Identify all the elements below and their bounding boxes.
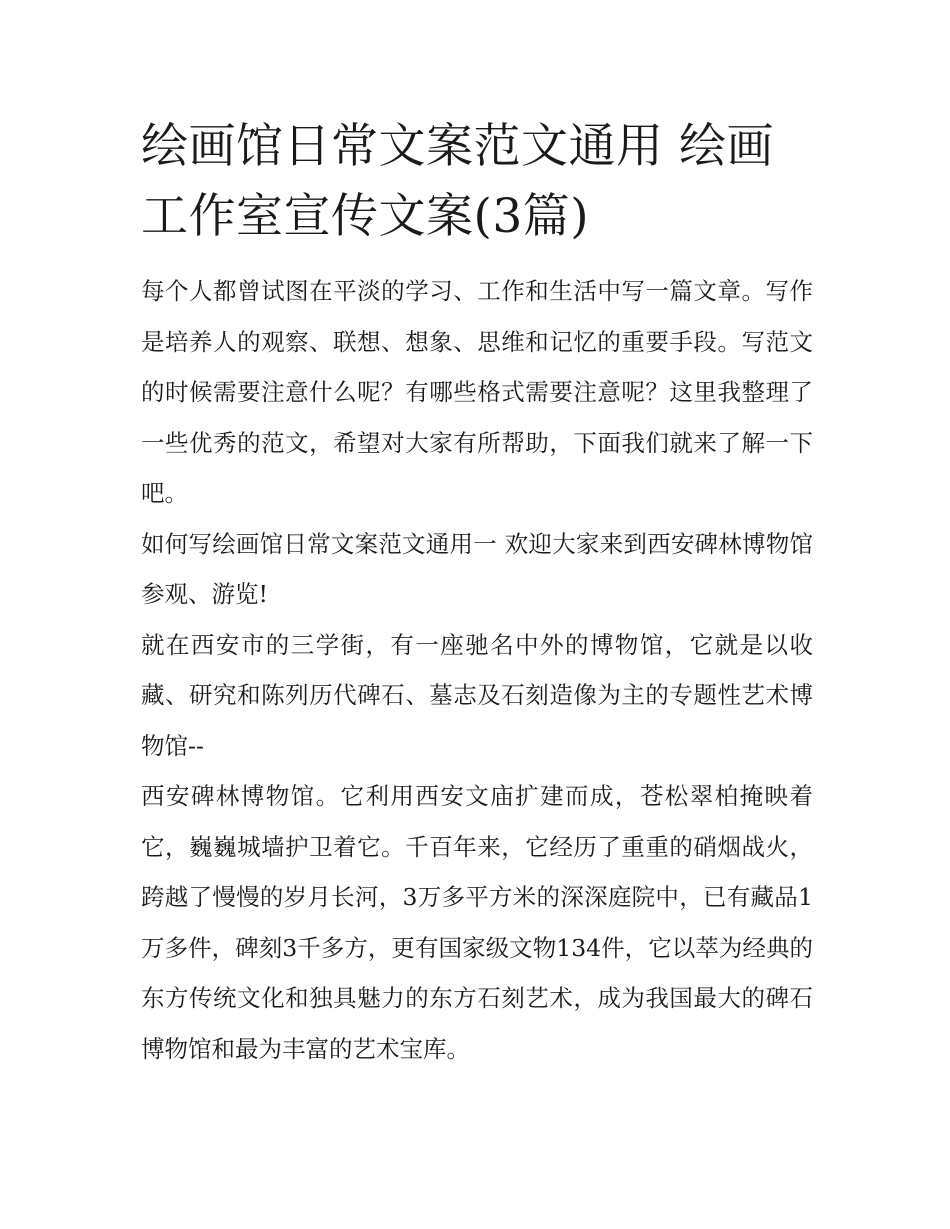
museum-description-paragraph: 西安碑林博物馆。它利用西安文庙扩建而成，苍松翠柏掩映着它，巍巍城墙护卫着它。千百年来，它经历了重重的硝烟战火，跨越了慢慢的岁月长河，3万多平方米的深深庭院中，已有藏品1万多件，碑刻3千多方，更有国家级文物134件，它以萃为经典的东方传统文化和独具魅力的东方石刻艺术，成为我国最大的碑石博物馆和最为丰富的艺术宝库。 xyxy=(141,782,813,1063)
document-title: 绘画馆日常文案范文通用 绘画工作室宣传文案(3篇) xyxy=(141,119,774,244)
location-paragraph: 就在西安市的三学街，有一座驰名中外的博物馆，它就是以收藏、研究和陈列历代碑石、墓志及石刻造像为主的专题性艺术博物馆-- xyxy=(141,630,813,760)
intro-paragraph: 每个人都曾试图在平淡的学习、工作和生活中写一篇文章。写作是培养人的观察、联想、想象、思维和记忆的重要手段。写范文的时候需要注意什么呢？有哪些格式需要注意呢？这里我整理了一些优秀的范文，希望对大家有所帮助，下面我们就来了解一下吧。 xyxy=(141,277,813,507)
document-page xyxy=(141,112,813,1074)
section-heading-paragraph: 如何写绘画馆日常文案范文通用一 欢迎大家来到西安碑林博物馆参观、游览! xyxy=(141,529,813,608)
